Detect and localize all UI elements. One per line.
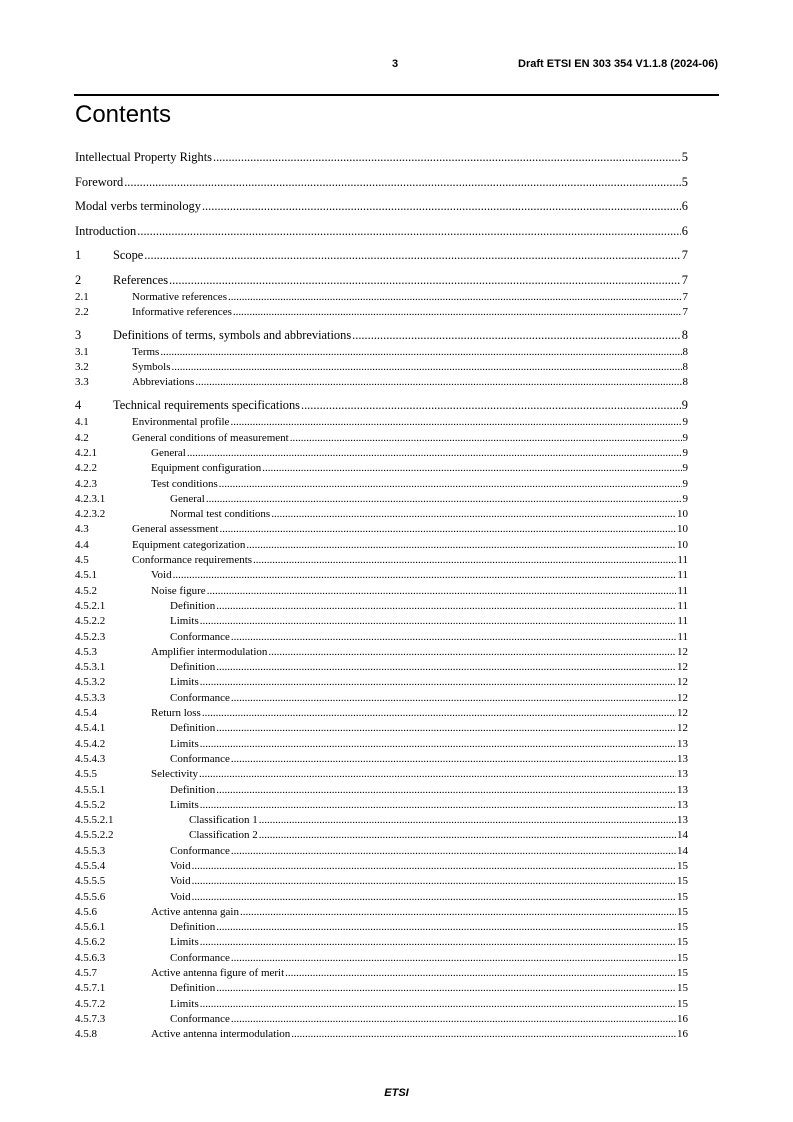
toc-entry[interactable] (75, 538, 688, 553)
toc-leader (216, 721, 676, 735)
toc-number: 4.2.3 (75, 477, 97, 490)
toc-leader (352, 327, 681, 343)
toc-page: 5 (681, 150, 688, 164)
toc-leader (202, 706, 676, 720)
toc-title: Limits (170, 798, 199, 811)
toc-title: Void (151, 569, 172, 582)
toc-title: Informative references (132, 305, 232, 318)
toc-page: 11 (677, 615, 688, 628)
toc-entry[interactable] (75, 247, 688, 272)
toc-entry[interactable] (75, 798, 688, 813)
toc-entry[interactable] (75, 198, 688, 223)
toc-title: Definition (170, 722, 216, 735)
toc-number: 4.2.3.2 (75, 508, 106, 521)
toc-leader (160, 345, 681, 359)
toc-title: Definition (170, 982, 216, 995)
toc-title: Noise figure (151, 584, 206, 597)
toc-number: 4.5.7.1 (75, 982, 106, 995)
toc-leader (271, 507, 676, 521)
toc-page: 9 (681, 398, 688, 413)
toc-entry[interactable] (75, 584, 688, 599)
toc-number: 4.5.4.3 (75, 752, 106, 765)
toc-number: 4.5.4 (75, 707, 97, 720)
toc-title: Definition (170, 921, 216, 934)
toc-page: 13 (677, 768, 688, 781)
toc-entry[interactable] (75, 935, 688, 950)
toc-entry[interactable] (75, 507, 688, 522)
toc-leader (268, 645, 676, 659)
toc-entry[interactable] (75, 997, 688, 1012)
toc-entry[interactable] (75, 446, 688, 461)
toc-leader (219, 522, 676, 536)
toc-page: 13 (677, 814, 688, 827)
toc-entry[interactable] (75, 813, 688, 828)
toc-number: 4.5.7 (75, 967, 97, 980)
toc-entry[interactable] (75, 752, 688, 767)
toc-leader (216, 660, 676, 674)
toc-title: Conformance (170, 844, 230, 857)
toc-leader (231, 951, 676, 965)
toc-entry[interactable] (75, 599, 688, 614)
toc-page: 11 (677, 554, 688, 567)
toc-entry[interactable] (75, 272, 688, 290)
toc-title: Active antenna figure of merit (151, 967, 285, 980)
toc-title: Amplifier intermodulation (151, 645, 268, 658)
toc-title: Environmental profile (132, 416, 230, 429)
toc-entry[interactable] (75, 905, 688, 920)
toc-title: Normal test conditions (170, 508, 271, 521)
toc-number: 4.3 (75, 523, 89, 536)
toc-number: 4.2 (75, 431, 89, 444)
toc-number: 4.2.2 (75, 462, 97, 475)
toc-number: 4.5.3.1 (75, 661, 106, 674)
toc-entry[interactable] (75, 920, 688, 935)
toc-page: 8 (681, 327, 688, 342)
toc-title: Conformance requirements (132, 554, 253, 567)
toc-entry[interactable] (75, 645, 688, 660)
toc-page: 13 (677, 752, 688, 765)
toc-page: 11 (677, 584, 688, 597)
toc-number: 4.2.1 (75, 446, 97, 459)
toc-number: 4.5.5.4 (75, 860, 106, 872)
toc-title: Foreword (75, 174, 124, 189)
toc-leader (219, 477, 682, 491)
toc-title: Conformance (170, 630, 230, 643)
toc-page: 12 (677, 691, 688, 704)
toc-title: Selectivity (151, 768, 199, 781)
toc-page: 7 (682, 290, 688, 303)
toc-entry[interactable] (75, 492, 688, 507)
toc-number: 2.2 (75, 305, 89, 318)
toc-title: Limits (170, 997, 199, 1010)
toc-page: 16 (677, 1028, 688, 1041)
toc-entry[interactable] (75, 415, 688, 430)
toc-leader (259, 828, 676, 842)
toc-entry[interactable] (75, 223, 688, 248)
toc-leader (200, 798, 676, 812)
toc-number: 4.2.3.1 (75, 492, 106, 505)
toc-leader (285, 966, 676, 980)
toc-number: 4.4 (75, 538, 89, 551)
toc-entry[interactable] (75, 461, 688, 476)
toc-title: Limits (170, 737, 199, 750)
toc-title: Terms (132, 345, 160, 358)
toc-page: 6 (681, 199, 688, 213)
toc-page: 15 (677, 860, 688, 872)
toc-page: 6 (681, 223, 688, 238)
toc-number: 4.5.6.1 (75, 921, 106, 934)
toc-leader (240, 905, 676, 919)
toc-page: 15 (677, 905, 688, 918)
toc-entry[interactable] (75, 874, 688, 889)
toc-page: 15 (677, 982, 688, 995)
page-title: Contents (75, 101, 172, 128)
toc-title: Limits (170, 615, 199, 628)
toc-title: Equipment configuration (151, 462, 262, 475)
toc-number: 4.5.5.2.2 (75, 829, 114, 842)
toc-entry[interactable] (75, 783, 688, 798)
toc-title: Classification 2 (189, 829, 258, 842)
toc-title: Modal verbs terminology (75, 199, 201, 213)
toc-number: 4.5.2.3 (75, 630, 106, 643)
toc-entry[interactable] (75, 375, 688, 397)
toc-title: Conformance (170, 752, 230, 765)
toc-leader (200, 675, 676, 689)
toc-entry[interactable] (75, 721, 688, 736)
toc-page: 15 (677, 951, 688, 964)
toc-page: 8 (682, 345, 688, 358)
toc-page: 15 (677, 997, 688, 1010)
toc-leader (231, 1012, 676, 1026)
toc-entry[interactable] (75, 1027, 688, 1042)
toc-leader (213, 149, 681, 165)
toc-page: 16 (677, 1012, 688, 1025)
toc-title: General assessment (132, 523, 219, 536)
toc-title: References (113, 272, 169, 287)
toc-page: 7 (681, 248, 688, 262)
toc-entry[interactable] (75, 675, 688, 690)
toc-number: 4.5.3.3 (75, 691, 106, 704)
toc-leader (230, 415, 681, 429)
toc-entry[interactable] (75, 290, 688, 305)
toc-title: Scope (113, 248, 144, 262)
toc-entry[interactable] (75, 630, 688, 645)
toc-leader (195, 375, 681, 389)
toc-title: Classification 1 (189, 814, 258, 827)
toc-number: 2 (75, 272, 82, 287)
toc-page: 7 (682, 305, 688, 318)
toc-page: 11 (677, 569, 688, 582)
toc-leader (173, 568, 677, 582)
toc-page: 12 (677, 722, 688, 735)
toc-entry[interactable] (75, 360, 688, 375)
toc-page: 8 (682, 361, 688, 374)
toc-title: Equipment categorization (132, 538, 246, 551)
toc-leader (200, 614, 677, 628)
toc-number: 4.1 (75, 416, 89, 429)
toc-number: 3.2 (75, 361, 89, 374)
toc-title: Introduction (75, 223, 137, 238)
toc-entry[interactable] (75, 174, 688, 199)
toc-title: General (151, 446, 186, 459)
toc-leader (216, 981, 676, 995)
toc-page: 9 (682, 446, 688, 459)
toc-number: 3.1 (75, 345, 89, 358)
toc-number: 2.1 (75, 290, 89, 303)
toc-page: 10 (677, 538, 688, 551)
toc-entry[interactable] (75, 305, 688, 327)
toc-title: Abbreviations (132, 376, 195, 389)
toc-title: Definition (170, 599, 216, 612)
toc-title: Conformance (170, 691, 230, 704)
toc-page: 12 (677, 661, 688, 674)
toc-page: 11 (677, 630, 688, 643)
toc-page: 15 (677, 890, 688, 903)
toc-entry[interactable] (75, 614, 688, 629)
toc-leader (137, 223, 681, 239)
toc-number: 4.5.5.2 (75, 798, 106, 811)
toc-title: General (170, 492, 205, 505)
toc-entry[interactable] (75, 951, 688, 966)
toc-page: 15 (677, 967, 688, 980)
toc-leader (259, 813, 676, 827)
toc-leader (231, 630, 677, 644)
toc-title: Active antenna intermodulation (151, 1028, 291, 1041)
toc-entry[interactable] (75, 522, 688, 537)
toc-page: 11 (677, 599, 688, 612)
toc-number: 4.5.7.3 (75, 1012, 106, 1025)
toc-entry[interactable] (75, 327, 688, 345)
toc-page: 9 (682, 416, 688, 429)
toc-leader (144, 247, 681, 263)
toc-title: Normative references (132, 290, 227, 303)
toc-number: 4.5.4.1 (75, 722, 106, 735)
toc-number: 4 (75, 398, 82, 413)
toc-number: 4.5.5 (75, 768, 97, 781)
toc-entry[interactable] (75, 844, 688, 859)
toc-leader (301, 397, 681, 413)
toc-title: Void (170, 890, 191, 903)
toc-leader (199, 767, 676, 781)
toc-leader (216, 599, 676, 613)
toc-page: 14 (677, 829, 688, 842)
toc-entry[interactable] (75, 706, 688, 721)
toc-entry[interactable] (75, 859, 688, 874)
toc-entry[interactable] (75, 737, 688, 752)
toc-page: 13 (677, 798, 688, 811)
toc-title: Symbols (132, 361, 171, 374)
toc-number: 4.5.3.2 (75, 676, 106, 689)
toc-entry[interactable] (75, 890, 688, 905)
page-number: 3 (392, 58, 399, 70)
toc-title: Limits (170, 676, 199, 689)
toc-leader (231, 691, 676, 705)
toc-leader (187, 446, 682, 460)
toc-entry[interactable] (75, 691, 688, 706)
toc-page: 7 (681, 272, 688, 287)
toc-page: 9 (682, 492, 688, 505)
toc-leader (192, 874, 676, 888)
toc-title: Technical requirements specifications (113, 398, 300, 413)
toc-number: 4.5.8 (75, 1028, 97, 1041)
toc-number: 4.5.1 (75, 569, 97, 582)
toc-title: Definitions of terms, symbols and abbreviations (113, 327, 352, 342)
toc-number: 3 (75, 327, 82, 342)
toc-page: 9 (682, 477, 688, 490)
toc-title: Definition (170, 661, 216, 674)
toc-page: 13 (677, 737, 688, 750)
toc-leader (231, 844, 676, 858)
toc-number: 4.5.5.3 (75, 844, 106, 857)
toc-page: 12 (677, 645, 688, 658)
toc-leader (200, 737, 676, 751)
toc-page: 15 (677, 936, 688, 949)
header-rule (74, 94, 719, 96)
toc-title: Active antenna gain (151, 905, 239, 918)
toc-leader (246, 538, 676, 552)
toc-entry[interactable] (75, 431, 688, 446)
toc-entry[interactable] (75, 966, 688, 981)
toc-number: 4.5.7.2 (75, 997, 106, 1010)
toc-leader (192, 890, 676, 904)
toc-page: 8 (682, 376, 688, 389)
toc-leader (231, 752, 676, 766)
toc-leader (253, 553, 676, 567)
toc-page: 12 (677, 707, 688, 720)
toc-page: 14 (677, 844, 688, 857)
toc-leader (207, 584, 677, 598)
toc-number: 4.5.5.6 (75, 890, 106, 903)
toc-leader (169, 272, 681, 288)
toc-entry[interactable] (75, 1012, 688, 1027)
toc-page: 15 (677, 921, 688, 934)
toc-leader (262, 461, 681, 475)
toc-page: 15 (677, 875, 688, 888)
toc-title: Void (170, 860, 191, 872)
toc-page: 12 (677, 676, 688, 689)
toc-entry[interactable] (75, 477, 688, 492)
toc-title: Test conditions (151, 477, 218, 490)
toc-entry[interactable] (75, 568, 688, 583)
toc-leader (192, 859, 676, 873)
toc-number: 4.5.5.1 (75, 783, 106, 796)
toc-leader (202, 198, 681, 214)
table-of-contents (75, 149, 688, 1043)
toc-leader (233, 305, 682, 319)
toc-entry[interactable] (75, 828, 688, 843)
toc-number: 3.3 (75, 376, 89, 389)
toc-leader (200, 997, 676, 1011)
toc-leader (216, 783, 676, 797)
toc-title: General conditions of measurement (132, 431, 289, 444)
toc-page: 13 (677, 783, 688, 796)
toc-number: 1 (75, 248, 82, 262)
toc-number: 4.5 (75, 554, 89, 567)
toc-title: Conformance (170, 1012, 230, 1025)
toc-page: 5 (681, 174, 688, 189)
toc-leader (206, 492, 682, 506)
toc-title: Void (170, 875, 191, 888)
toc-number: 4.5.6 (75, 905, 97, 918)
toc-entry[interactable] (75, 149, 688, 174)
toc-entry[interactable] (75, 397, 688, 415)
toc-number: 4.5.6.3 (75, 951, 106, 964)
toc-entry[interactable] (75, 660, 688, 675)
toc-number: 4.5.5.5 (75, 875, 106, 888)
toc-entry[interactable] (75, 553, 688, 568)
toc-leader (172, 360, 682, 374)
toc-number: 4.5.2 (75, 584, 97, 597)
toc-number: 4.5.4.2 (75, 737, 106, 750)
toc-title: Intellectual Property Rights (75, 150, 212, 164)
toc-leader (200, 935, 676, 949)
toc-entry[interactable] (75, 345, 688, 360)
toc-number: 4.5.6.2 (75, 936, 106, 949)
toc-number: 4.5.5.2.1 (75, 814, 114, 827)
toc-number: 4.5.2.1 (75, 599, 106, 612)
toc-page: 10 (677, 508, 688, 521)
toc-leader (124, 174, 681, 190)
toc-entry[interactable] (75, 981, 688, 996)
toc-number: 4.5.3 (75, 645, 97, 658)
toc-title: Return loss (151, 707, 201, 720)
toc-title: Limits (170, 936, 199, 949)
footer-etsi: ETSI (384, 1087, 409, 1099)
document-title-header: Draft ETSI EN 303 354 V1.1.8 (2024-06) (518, 58, 718, 70)
toc-leader (228, 290, 682, 304)
toc-leader (216, 920, 676, 934)
toc-entry[interactable] (75, 767, 688, 782)
toc-page: 9 (682, 431, 688, 444)
toc-page: 9 (682, 462, 688, 475)
toc-title: Conformance (170, 951, 230, 964)
toc-leader (290, 431, 682, 445)
toc-number: 4.5.2.2 (75, 615, 106, 628)
toc-page: 10 (677, 523, 688, 536)
toc-leader (291, 1027, 676, 1041)
toc-title: Definition (170, 783, 216, 796)
